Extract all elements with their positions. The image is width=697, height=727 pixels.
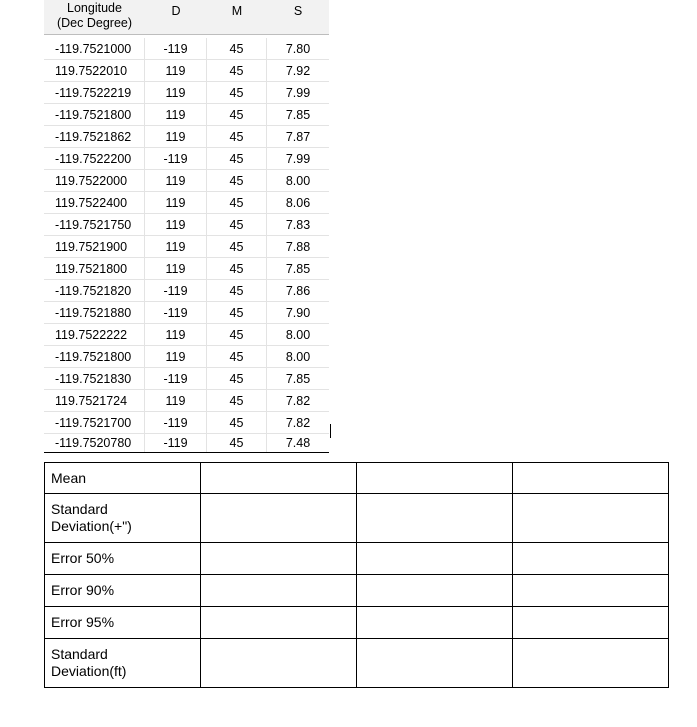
cell-longitude[interactable]: -119.7521800 (44, 104, 145, 125)
cell-minutes[interactable]: 45 (207, 192, 267, 213)
label-std-dev-ft-line2: Deviation(ft) (51, 663, 127, 679)
label-mean: Mean (45, 463, 201, 494)
stats-row-std-dev-ft (45, 639, 669, 688)
cell-longitude[interactable]: -119.7521000 (44, 38, 145, 59)
table-row (44, 368, 329, 390)
cell-degrees[interactable]: -119 (145, 38, 207, 59)
cell-longitude[interactable]: -119.7521700 (44, 412, 145, 433)
stats-cell[interactable] (201, 639, 357, 688)
cell-degrees[interactable]: -119 (145, 302, 207, 323)
cell-longitude[interactable]: 119.7522000 (44, 170, 145, 191)
label-error-90: Error 90% (45, 575, 201, 607)
stats-cell[interactable] (201, 607, 357, 639)
header-seconds: S (293, 4, 303, 18)
cell-degrees[interactable]: 119 (145, 60, 207, 81)
longitude-data-table (44, 0, 329, 453)
cell-minutes[interactable]: 45 (207, 236, 267, 257)
stats-row-mean (45, 463, 669, 494)
cell-seconds[interactable]: 8.06 (285, 195, 311, 210)
stats-cell[interactable] (201, 575, 357, 607)
table-row (44, 60, 329, 82)
stats-cell[interactable] (513, 494, 669, 543)
cell-longitude[interactable]: 119.7522010 (44, 60, 145, 81)
table-row (44, 236, 329, 258)
cell-seconds[interactable]: 7.88 (285, 239, 311, 254)
cell-minutes[interactable]: 45 (207, 368, 267, 389)
cell-longitude[interactable]: -119.7520780 (44, 434, 145, 452)
stats-cell[interactable] (513, 543, 669, 575)
header-degrees: D (171, 4, 181, 18)
cell-degrees[interactable]: -119 (145, 412, 207, 433)
stats-cell[interactable] (357, 575, 513, 607)
cell-minutes[interactable]: 45 (207, 126, 267, 147)
cell-minutes[interactable]: 45 (207, 412, 267, 433)
cell-minutes[interactable]: 45 (207, 60, 267, 81)
statistics-table (44, 462, 669, 688)
stats-cell[interactable] (357, 543, 513, 575)
stats-row-error-50 (45, 543, 669, 575)
cell-longitude[interactable]: -119.7522219 (44, 82, 145, 103)
cell-degrees[interactable]: -119 (145, 434, 207, 452)
cell-seconds[interactable]: 7.85 (285, 371, 311, 386)
cell-seconds[interactable]: 7.82 (285, 415, 311, 430)
cell-longitude[interactable]: -119.7521750 (44, 214, 145, 235)
text-cursor (330, 424, 331, 438)
cell-minutes[interactable]: 45 (207, 324, 267, 345)
table-row (44, 280, 329, 302)
cell-minutes[interactable]: 45 (207, 104, 267, 125)
cell-seconds[interactable]: 7.85 (285, 107, 311, 122)
cell-minutes[interactable]: 45 (207, 280, 267, 301)
label-std-dev-arcsec-line1: Standard (51, 501, 108, 517)
stats-row-error-90 (45, 575, 669, 607)
cell-degrees[interactable]: 119 (145, 324, 207, 345)
stats-cell[interactable] (513, 463, 669, 494)
cell-seconds[interactable]: 7.86 (285, 283, 311, 298)
table-row (44, 104, 329, 126)
stats-cell[interactable] (357, 639, 513, 688)
cell-longitude[interactable]: 119.7522222 (44, 324, 145, 345)
header-longitude (44, 0, 145, 34)
header-longitude-line2: (Dec Degree) (56, 16, 133, 30)
table-row (44, 126, 329, 148)
cell-degrees[interactable]: 119 (145, 346, 207, 367)
cell-longitude[interactable]: -119.7521862 (44, 126, 145, 147)
table-row (44, 346, 329, 368)
table-row (44, 38, 329, 60)
table-row (44, 258, 329, 280)
table-row (44, 82, 329, 104)
stats-cell[interactable] (513, 607, 669, 639)
cell-degrees[interactable]: -119 (145, 368, 207, 389)
cell-minutes[interactable]: 45 (207, 170, 267, 191)
cell-degrees[interactable]: 119 (145, 82, 207, 103)
table-row (44, 170, 329, 192)
cell-longitude[interactable]: 119.7522400 (44, 192, 145, 213)
cell-longitude[interactable]: -119.7521820 (44, 280, 145, 301)
cell-seconds[interactable]: 7.99 (285, 151, 311, 166)
cell-seconds[interactable]: 8.00 (285, 349, 311, 364)
cell-seconds[interactable]: 7.92 (285, 63, 311, 78)
cell-minutes[interactable]: 45 (207, 214, 267, 235)
cell-seconds[interactable]: 7.90 (285, 305, 311, 320)
label-std-dev-arcsec (45, 494, 201, 543)
stats-cell[interactable] (357, 607, 513, 639)
label-std-dev-arcsec-line2: Deviation(+") (51, 518, 132, 534)
cell-seconds[interactable]: 8.00 (285, 173, 311, 188)
label-error-50: Error 50% (45, 543, 201, 575)
cell-degrees[interactable]: 119 (145, 192, 207, 213)
cell-minutes[interactable]: 45 (207, 302, 267, 323)
table-body (44, 38, 329, 453)
cell-minutes[interactable]: 45 (207, 346, 267, 367)
cell-minutes[interactable]: 45 (207, 38, 267, 59)
stats-cell[interactable] (357, 463, 513, 494)
table-header-row (44, 0, 329, 35)
stats-cell[interactable] (357, 494, 513, 543)
cell-minutes[interactable]: 45 (207, 390, 267, 411)
stats-cell[interactable] (513, 639, 669, 688)
cell-degrees[interactable]: 119 (145, 236, 207, 257)
cell-degrees[interactable]: 119 (145, 390, 207, 411)
table-row (44, 192, 329, 214)
cell-seconds[interactable]: 7.80 (285, 41, 311, 56)
cell-seconds[interactable]: 7.85 (285, 261, 311, 276)
table-row (44, 434, 329, 453)
cell-longitude[interactable]: 119.7521800 (44, 258, 145, 279)
table-row (44, 390, 329, 412)
cell-degrees[interactable]: -119 (145, 280, 207, 301)
stats-cell[interactable] (201, 494, 357, 543)
cell-longitude[interactable]: -119.7521880 (44, 302, 145, 323)
cell-degrees[interactable]: -119 (145, 148, 207, 169)
cell-seconds[interactable]: 7.99 (285, 85, 311, 100)
cell-seconds[interactable]: 8.00 (285, 327, 311, 342)
header-minutes: M (231, 4, 243, 18)
cell-longitude[interactable]: -119.7521800 (44, 346, 145, 367)
cell-degrees[interactable]: 119 (145, 126, 207, 147)
cell-degrees[interactable]: 119 (145, 170, 207, 191)
cell-seconds[interactable]: 7.83 (285, 217, 311, 232)
cell-longitude[interactable]: -119.7522200 (44, 148, 145, 169)
label-error-95: Error 95% (45, 607, 201, 639)
header-longitude-line1: Longitude (67, 1, 122, 15)
table-row (44, 214, 329, 236)
cell-longitude[interactable]: 119.7521900 (44, 236, 145, 257)
stats-cell[interactable] (513, 575, 669, 607)
cell-degrees[interactable]: 119 (145, 104, 207, 125)
stats-cell[interactable] (201, 543, 357, 575)
stats-row-error-95 (45, 607, 669, 639)
cell-seconds[interactable]: 7.48 (285, 436, 311, 450)
table-row (44, 148, 329, 170)
cell-longitude[interactable]: -119.7521830 (44, 368, 145, 389)
table-row (44, 412, 329, 434)
cell-seconds[interactable]: 7.87 (285, 129, 311, 144)
cell-minutes[interactable]: 45 (207, 258, 267, 279)
stats-cell[interactable] (201, 463, 357, 494)
cell-degrees[interactable]: 119 (145, 258, 207, 279)
label-std-dev-ft (45, 639, 201, 688)
table-row (44, 302, 329, 324)
cell-longitude[interactable]: 119.7521724 (44, 390, 145, 411)
label-std-dev-ft-line1: Standard (51, 646, 108, 662)
cell-degrees[interactable]: 119 (145, 214, 207, 235)
cell-seconds[interactable]: 7.82 (285, 393, 311, 408)
table-row (44, 324, 329, 346)
cell-minutes[interactable]: 45 (207, 148, 267, 169)
stats-row-std-dev-arcsec (45, 494, 669, 543)
cell-minutes[interactable]: 45 (207, 434, 267, 452)
cell-minutes[interactable]: 45 (207, 82, 267, 103)
